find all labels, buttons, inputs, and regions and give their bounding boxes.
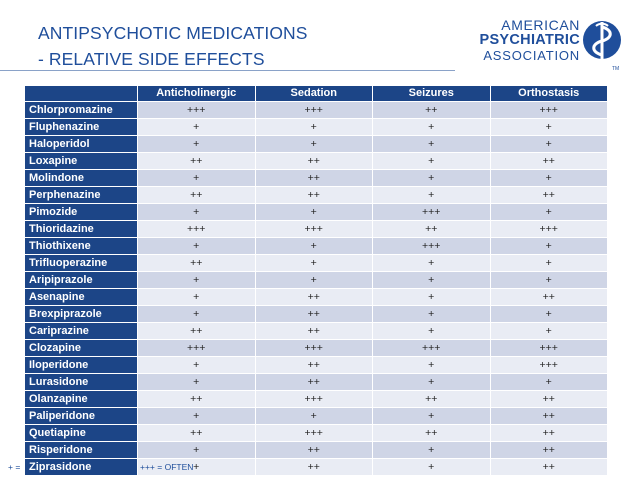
- seizures-cell: ++: [373, 221, 490, 237]
- table-row: [25, 323, 607, 339]
- title-divider: [0, 70, 455, 71]
- title-line-1: ANTIPSYCHOTIC MEDICATIONS: [38, 23, 308, 43]
- sedation-cell: ++: [256, 374, 373, 390]
- table-row: [25, 204, 607, 220]
- logo-wordmark: [479, 18, 580, 63]
- seizures-cell: +: [373, 374, 490, 390]
- seizures-cell: ++: [373, 102, 490, 118]
- anticholinergic-cell: +: [138, 442, 255, 458]
- orthostasis-cell: +: [491, 272, 608, 288]
- drug-name-cell: Trifluoperazine: [25, 255, 137, 271]
- anticholinergic-cell: +: [138, 204, 255, 220]
- anticholinergic-cell: +++: [138, 102, 255, 118]
- sedation-cell: +: [256, 408, 373, 424]
- seizures-cell: +++: [373, 204, 490, 220]
- sedation-cell: ++: [256, 459, 373, 475]
- sedation-cell: +: [256, 204, 373, 220]
- logo-line-1: AMERICAN: [501, 17, 580, 33]
- orthostasis-cell: ++: [491, 442, 608, 458]
- seizures-cell: +: [373, 289, 490, 305]
- sedation-cell: ++: [256, 153, 373, 169]
- seizures-cell: +: [373, 442, 490, 458]
- drug-name-cell: Lurasidone: [25, 374, 137, 390]
- header-sedation: Sedation: [256, 86, 373, 101]
- footnote-legend: + =: [8, 462, 21, 472]
- drug-name-cell: Olanzapine: [25, 391, 137, 407]
- sedation-cell: ++: [256, 306, 373, 322]
- footnote-legend-often: +++ = OFTEN: [140, 462, 194, 472]
- drug-name-cell: Clozapine: [25, 340, 137, 356]
- drug-name-cell: Risperidone: [25, 442, 137, 458]
- seizures-cell: +++: [373, 238, 490, 254]
- table-row: [25, 272, 607, 288]
- table-row: [25, 357, 607, 373]
- drug-name-cell: Iloperidone: [25, 357, 137, 373]
- seizures-cell: +: [373, 357, 490, 373]
- orthostasis-cell: +: [491, 136, 608, 152]
- drug-name-cell: Pimozide: [25, 204, 137, 220]
- drug-name-cell: Loxapine: [25, 153, 137, 169]
- drug-name-cell: Perphenazine: [25, 187, 137, 203]
- table-row: [25, 340, 607, 356]
- seizures-cell: ++: [373, 391, 490, 407]
- title-line-2: - RELATIVE SIDE EFFECTS: [38, 49, 265, 69]
- sedation-cell: +++: [256, 425, 373, 441]
- orthostasis-cell: +: [491, 306, 608, 322]
- anticholinergic-cell: ++: [138, 187, 255, 203]
- orthostasis-cell: +: [491, 255, 608, 271]
- sedation-cell: +: [256, 136, 373, 152]
- sedation-cell: +: [256, 272, 373, 288]
- table-row: [25, 221, 607, 237]
- table-row: [25, 442, 607, 458]
- seizures-cell: +: [373, 323, 490, 339]
- drug-name-cell: Fluphenazine: [25, 119, 137, 135]
- anticholinergic-cell: ++: [138, 391, 255, 407]
- anticholinergic-cell: +: [138, 374, 255, 390]
- table-row: [25, 136, 607, 152]
- table-row: [25, 187, 607, 203]
- anticholinergic-cell: ++: [138, 153, 255, 169]
- table-header-row: [25, 86, 607, 101]
- table-row: [25, 425, 607, 441]
- orthostasis-cell: +++: [491, 340, 608, 356]
- sedation-cell: +: [256, 255, 373, 271]
- table-row: [25, 459, 607, 475]
- drug-name-cell: Molindone: [25, 170, 137, 186]
- orthostasis-cell: +: [491, 323, 608, 339]
- drug-name-cell: Ziprasidone: [25, 459, 137, 475]
- orthostasis-cell: +: [491, 119, 608, 135]
- anticholinergic-cell: +: [138, 357, 255, 373]
- sedation-cell: +++: [256, 340, 373, 356]
- table-row: [25, 102, 607, 118]
- drug-name-cell: Paliperidone: [25, 408, 137, 424]
- seizures-cell: +: [373, 255, 490, 271]
- anticholinergic-cell: +: [138, 289, 255, 305]
- table-row: [25, 374, 607, 390]
- sedation-cell: +++: [256, 391, 373, 407]
- seizures-cell: +: [373, 272, 490, 288]
- table-row: [25, 255, 607, 271]
- anticholinergic-cell: +: [138, 408, 255, 424]
- seizures-cell: +: [373, 136, 490, 152]
- sedation-cell: ++: [256, 357, 373, 373]
- logo-line-3: ASSOCIATION: [483, 48, 580, 63]
- sedation-cell: +: [256, 238, 373, 254]
- logo-tm: TM: [612, 66, 620, 72]
- anticholinergic-cell: ++: [138, 255, 255, 271]
- orthostasis-cell: +: [491, 238, 608, 254]
- anticholinergic-cell: ++: [138, 425, 255, 441]
- anticholinergic-cell: +: [138, 272, 255, 288]
- drug-name-cell: Aripiprazole: [25, 272, 137, 288]
- header-anticholinergic: Anticholinergic: [138, 86, 255, 101]
- drug-name-cell: Asenapine: [25, 289, 137, 305]
- orthostasis-cell: ++: [491, 408, 608, 424]
- orthostasis-cell: +++: [491, 357, 608, 373]
- side-effects-table: [24, 85, 608, 476]
- seizures-cell: +++: [373, 340, 490, 356]
- seizures-cell: +: [373, 187, 490, 203]
- anticholinergic-cell: +: [138, 119, 255, 135]
- orthostasis-cell: +++: [491, 102, 608, 118]
- anticholinergic-cell: +: [138, 170, 255, 186]
- orthostasis-cell: ++: [491, 187, 608, 203]
- seizures-cell: +: [373, 306, 490, 322]
- orthostasis-cell: +: [491, 204, 608, 220]
- anticholinergic-cell: +++: [138, 221, 255, 237]
- drug-name-cell: Quetiapine: [25, 425, 137, 441]
- orthostasis-cell: ++: [491, 153, 608, 169]
- table-row: [25, 170, 607, 186]
- anticholinergic-cell: +: [138, 136, 255, 152]
- header-seizures: Seizures: [373, 86, 490, 101]
- drug-name-cell: Brexpiprazole: [25, 306, 137, 322]
- sedation-cell: ++: [256, 289, 373, 305]
- table-row: [25, 119, 607, 135]
- drug-name-cell: Haloperidol: [25, 136, 137, 152]
- orthostasis-cell: ++: [491, 289, 608, 305]
- caduceus-emblem-icon: [582, 14, 622, 74]
- seizures-cell: +: [373, 170, 490, 186]
- sedation-cell: ++: [256, 442, 373, 458]
- sedation-cell: +++: [256, 102, 373, 118]
- logo-line-2: PSYCHIATRIC: [479, 32, 580, 48]
- drug-name-cell: Cariprazine: [25, 323, 137, 339]
- orthostasis-cell: ++: [491, 425, 608, 441]
- seizures-cell: +: [373, 408, 490, 424]
- drug-name-cell: Chlorpromazine: [25, 102, 137, 118]
- table-row: [25, 391, 607, 407]
- apa-logo: [462, 14, 622, 76]
- table-row: [25, 153, 607, 169]
- anticholinergic-cell: +: [138, 459, 255, 475]
- table-row: [25, 408, 607, 424]
- sedation-cell: ++: [256, 323, 373, 339]
- sedation-cell: ++: [256, 187, 373, 203]
- table-body: [25, 102, 607, 475]
- orthostasis-cell: +: [491, 170, 608, 186]
- table-row: [25, 289, 607, 305]
- orthostasis-cell: ++: [491, 459, 608, 475]
- anticholinergic-cell: +: [138, 306, 255, 322]
- seizures-cell: +: [373, 119, 490, 135]
- table-row: [25, 238, 607, 254]
- slide-title: [38, 20, 308, 72]
- anticholinergic-cell: +++: [138, 340, 255, 356]
- orthostasis-cell: +: [491, 374, 608, 390]
- seizures-cell: +: [373, 459, 490, 475]
- orthostasis-cell: +++: [491, 221, 608, 237]
- anticholinergic-cell: +: [138, 238, 255, 254]
- seizures-cell: +: [373, 153, 490, 169]
- header-orthostasis: Orthostasis: [491, 86, 608, 101]
- sedation-cell: +++: [256, 221, 373, 237]
- sedation-cell: +: [256, 119, 373, 135]
- drug-name-cell: Thiothixene: [25, 238, 137, 254]
- orthostasis-cell: ++: [491, 391, 608, 407]
- sedation-cell: ++: [256, 170, 373, 186]
- table-row: [25, 306, 607, 322]
- anticholinergic-cell: ++: [138, 323, 255, 339]
- drug-name-cell: Thioridazine: [25, 221, 137, 237]
- header-blank: [25, 86, 137, 101]
- seizures-cell: ++: [373, 425, 490, 441]
